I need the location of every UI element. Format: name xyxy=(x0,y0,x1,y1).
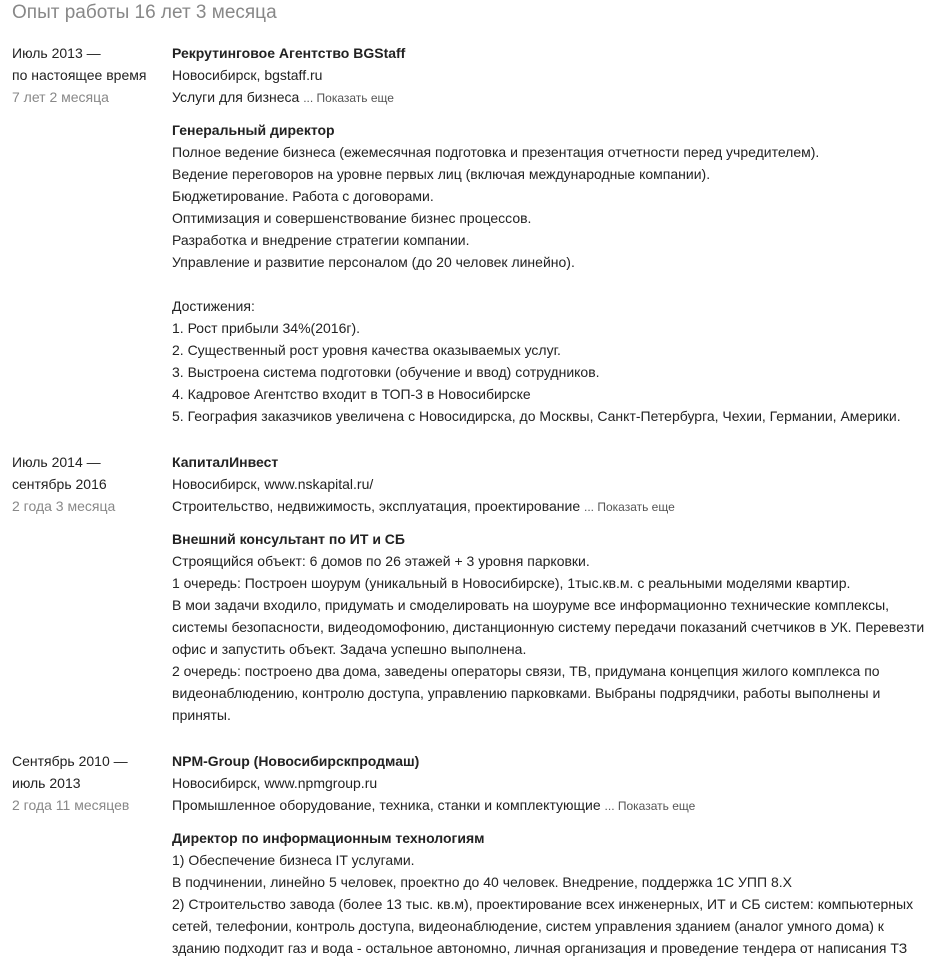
job-dates xyxy=(12,451,162,517)
show-more-link[interactable]: ... Показать еще xyxy=(604,799,696,813)
job-dates xyxy=(12,42,162,108)
company-name: КапиталИнвест xyxy=(172,454,279,470)
company-site-link[interactable]: www.npmgroup.ru xyxy=(264,775,378,791)
description-line: Оптимизация и совершенствование бизнес процессов. xyxy=(172,210,532,226)
job-position: Генеральный директор xyxy=(172,122,335,138)
date-start: Июль 2013 — xyxy=(12,45,101,61)
job-dates xyxy=(12,750,162,816)
description-line: офис и запустить объект. Задача успешно выполнена. xyxy=(172,641,527,657)
company-name: NPM-Group (Новосибирскпродмаш) xyxy=(172,753,420,769)
job-content xyxy=(172,451,932,726)
description-line: Ведение переговоров на уровне первых лиц (включая международные компании). xyxy=(172,166,711,182)
date-end: по настоящее время xyxy=(12,67,147,83)
date-end: июль 2013 xyxy=(12,775,81,791)
job-duration: 7 лет 2 месяца xyxy=(12,89,109,105)
company-industry xyxy=(172,794,932,817)
description-line: 2) Строительство завода (более 13 тыс. кв.м), проектирование всех инженерных, ИТ и СБ систем: компьютерных xyxy=(172,896,914,912)
date-start: Сентябрь 2010 — xyxy=(12,753,128,769)
description-line: 5. География заказчиков увеличена с Новосидирска, до Москвы, Санкт-Петербурга, Чехии, Германии, Америки. xyxy=(172,408,901,424)
description-line: видеонаблюдению, контролю доступа, управлению парковками. Выбраны подрядчики, работы выполнены и xyxy=(172,685,881,701)
location-text: Новосибирск, xyxy=(172,476,265,492)
show-more-link[interactable]: ... Показать еще xyxy=(303,91,394,105)
job-duration: 2 года 11 месяцев xyxy=(12,797,130,813)
show-more-link[interactable]: ... Показать еще xyxy=(584,500,675,514)
description-line: приняты. xyxy=(172,707,231,723)
description-line: 1) Обеспечение бизнеса IT услугами. xyxy=(172,852,415,868)
company-location xyxy=(172,772,932,794)
description-line: 2 очередь: построено два дома, заведены операторы связи, ТВ, придумана концепция жилого комплекса по xyxy=(172,663,880,679)
location-text: Новосибирск, xyxy=(172,775,265,791)
industry-text: Промышленное оборудование, техника, станки и комплектующие xyxy=(172,797,601,813)
company-industry xyxy=(172,495,932,518)
description-line: В подчинении, линейно 5 человек, проектно до 40 человек. Внедрение, поддержка 1С УПП 8.Х xyxy=(172,874,792,890)
job-description xyxy=(172,849,932,959)
description-line: сетей, телефонии, контроль доступа, видеонаблюдение, систем управления зданием (аналог умного дома) к xyxy=(172,918,884,934)
industry-text: Строительство, недвижимость, эксплуатация, проектирование xyxy=(172,498,581,514)
date-end: сентябрь 2016 xyxy=(12,476,107,492)
job-duration: 2 года 3 месяца xyxy=(12,498,116,514)
description-line: Разработка и внедрение стратегии компании. xyxy=(172,232,470,248)
company-location xyxy=(172,473,932,495)
description-line: 1. Рост прибыли 34%(2016г). xyxy=(172,320,361,336)
location-text: Новосибирск, xyxy=(172,67,265,83)
description-line xyxy=(172,273,932,295)
description-line: Полное ведение бизнеса (ежемесячная подготовка и презентация отчетности перед учредителем). xyxy=(172,144,820,160)
industry-text: Услуги для бизнеса xyxy=(172,89,300,105)
description-line: Управление и развитие персоналом (до 20 человек линейно). xyxy=(172,254,575,270)
job-content xyxy=(172,750,932,959)
job-description xyxy=(172,550,932,726)
description-line: 1 очередь: Построен шоурум (уникальный в Новосибирске), 1тыс.кв.м. с реальными моделями квартир. xyxy=(172,575,851,591)
description-line: 3. Выстроена система подготовки (обучение и ввод) сотрудников. xyxy=(172,364,600,380)
description-line: Достижения: xyxy=(172,298,255,314)
experience-title: Опыт работы 16 лет 3 месяца xyxy=(12,2,277,23)
job-description xyxy=(172,141,932,427)
description-line: зданию подходит газ и вода - остальное автономно, личная организация и проведение тендера от написания ТЗ xyxy=(172,940,908,956)
company-industry xyxy=(172,86,932,109)
description-line: системы безопасности, видеодомофонию, дистанционную систему передачи показаний счетчиков в УК. Перевезти xyxy=(172,619,925,635)
description-line: Строящийся объект: 6 домов по 26 этажей + 3 уровня парковки. xyxy=(172,553,590,569)
job-content xyxy=(172,42,932,427)
job-position: Внешний консультант по ИТ и СБ xyxy=(172,531,405,547)
date-start: Июль 2014 — xyxy=(12,454,101,470)
description-line: В мои задачи входило, придумать и смоделировать на шоуруме все информационно технические комплексы, xyxy=(172,597,890,613)
description-line: Бюджетирование. Работа с договорами. xyxy=(172,188,434,204)
company-site-link[interactable]: www.nskapital.ru/ xyxy=(264,476,374,492)
company-name: Рекрутинговое Агентство BGStaff xyxy=(172,45,406,61)
company-site-link[interactable]: bgstaff.ru xyxy=(264,67,323,83)
description-line: 4. Кадровое Агентство входит в ТОП-3 в Новосибирске xyxy=(172,386,531,402)
description-line: 2. Существенный рост уровня качества оказываемых услуг. xyxy=(172,342,561,358)
job-position: Директор по информационным технологиям xyxy=(172,830,485,846)
company-location xyxy=(172,64,932,86)
